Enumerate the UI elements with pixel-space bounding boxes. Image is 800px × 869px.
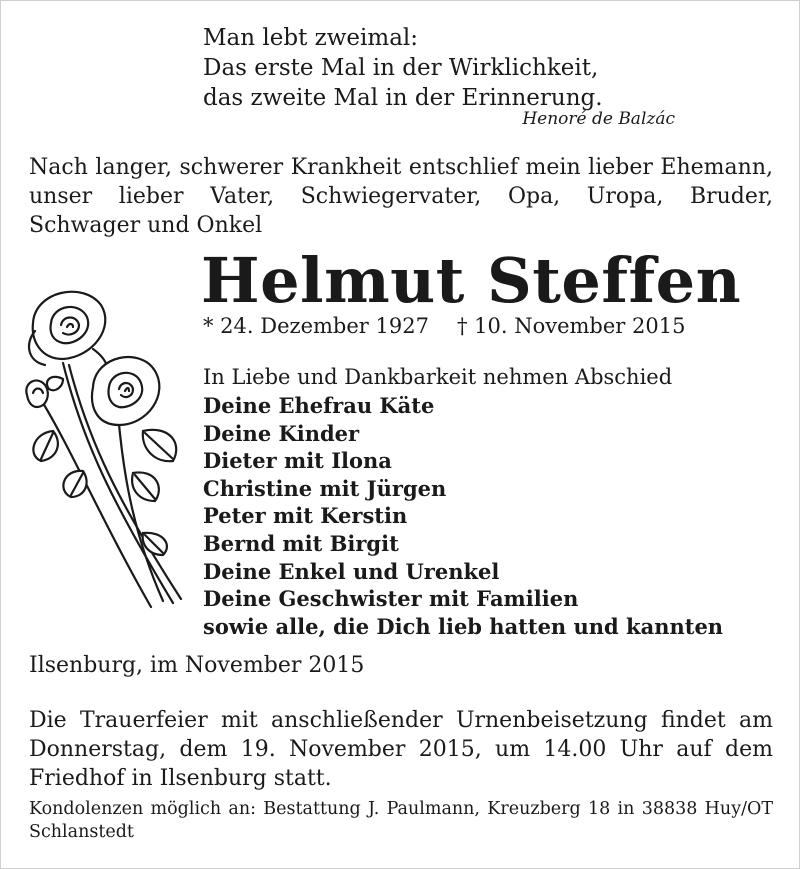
- condolences-info: Kondolenzen möglich an: Bestattung J. Paulmann, Kreuzberg 18 in 38838 Huy/OT Schlanstedt: [29, 799, 773, 842]
- motto-line: Man lebt zweimal:: [203, 25, 419, 51]
- life-dates: [203, 314, 685, 338]
- funeral-announcement: Die Trauerfeier mit anschließender Urnenbeisetzung findet am Donnerstag, dem 19. November 2015, um 14.00 Uhr auf dem Friedhof in Ilsenburg statt.: [29, 708, 773, 791]
- motto-quote: [203, 23, 683, 129]
- death-date: † 10. November 2015: [456, 314, 686, 338]
- motto-line: das zweite Mal in der Erinnerung.: [203, 85, 603, 111]
- mourner-line: Bernd mit Birgit: [203, 530, 399, 556]
- mourner-line: sowie alle, die Dich lieb hatten und kannten: [203, 613, 724, 639]
- mourner-line: Deine Ehefrau Käte: [203, 393, 435, 418]
- mourners-list: [203, 363, 763, 640]
- mourner-line: Deine Geschwister mit Familien: [203, 586, 579, 612]
- place-and-date: Ilsenburg, im November 2015: [29, 653, 365, 678]
- mourner-line: Peter mit Kerstin: [203, 503, 408, 529]
- mourner-line: Christine mit Jürgen: [203, 475, 447, 501]
- intro-text: Nach langer, schwerer Krankheit entschlief mein lieber Ehemann, unser lieber Vater, Schwiegervater, Opa, Uropa, Bruder, Schwager und Onkel: [29, 155, 773, 238]
- motto-author: Henoré de Balzác: [522, 109, 675, 129]
- mourners-heading: In Liebe und Dankbarkeit nehmen Abschied: [203, 365, 673, 389]
- mourner-line: Dieter mit Ilona: [203, 448, 392, 474]
- mourner-line: Deine Enkel und Urenkel: [203, 558, 500, 584]
- motto-line: Das erste Mal in der Wirklichkeit,: [203, 55, 599, 81]
- roses-illustration: [23, 283, 193, 613]
- deceased-name: Helmut Steffen: [201, 244, 742, 317]
- birth-date: * 24. Dezember 1927: [203, 314, 429, 338]
- mourner-line: Deine Kinder: [203, 420, 360, 446]
